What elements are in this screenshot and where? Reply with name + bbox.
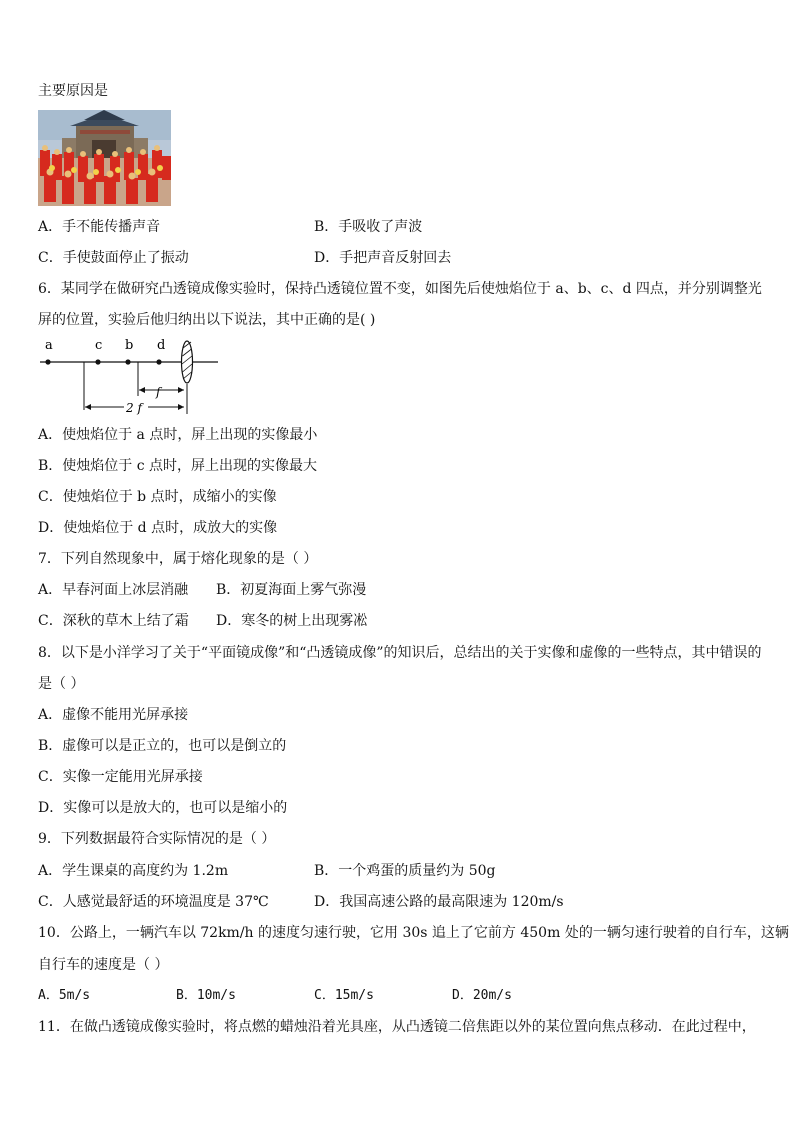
q6-option-a: A．使烛焰位于 a 点时，屏上出现的实像最小	[38, 427, 318, 443]
q6-option-c: C．使烛焰位于 b 点时，成缩小的实像	[38, 489, 277, 505]
point-c	[95, 359, 100, 364]
q9-option-d: D．我国高速公路的最高限速为 120m/s	[314, 894, 564, 910]
q7-option-a: A．早春河面上冰层消融	[38, 582, 189, 598]
q8-option-c: C．实像一定能用光屏承接	[38, 769, 203, 785]
q6-option-d: D．使烛焰位于 d 点时，成放大的实像	[38, 520, 278, 536]
point-d	[156, 359, 161, 364]
q8-stem-line2: 是（ ）	[38, 676, 85, 692]
q5-option-b: B．手吸收了声波	[314, 219, 423, 235]
q9-stem: 9．下列数据最符合实际情况的是（ ）	[38, 831, 276, 847]
q9-option-a: A．学生课桌的高度约为 1.2m	[38, 863, 229, 879]
point-b	[125, 359, 130, 364]
q8-option-a: A．虚像不能用光屏承接	[38, 707, 189, 723]
point-label-a: a	[45, 338, 53, 353]
q5-option-a: A．手不能传播声音	[38, 219, 161, 235]
q7-option-c: C．深秋的草木上结了霜	[38, 613, 189, 629]
q5-option-c: C．手使鼓面停止了振动	[38, 250, 189, 266]
convex-lens	[182, 341, 193, 383]
q10-stem-line1: 10．公路上，一辆汽车以 72km/h 的速度匀速行驶，它用 30s 追上了它前方 450m 处的一辆匀速行驶着的自行车，这辆	[38, 925, 789, 941]
q11-stem-line1: 11．在做凸透镜成像实验时，将点燃的蜡烛沿着光具座，从凸透镜二倍焦距以外的某位置向焦点移动．在此过程中，	[38, 1019, 756, 1035]
q10-stem-line2: 自行车的速度是（ ）	[38, 957, 169, 973]
drum-performance-photo	[38, 110, 171, 206]
q7-option-d: D．寒冬的树上出现雾凇	[216, 613, 368, 629]
q8-option-d: D．实像可以是放大的，也可以是缩小的	[38, 800, 288, 816]
point-label-c: c	[95, 338, 103, 353]
q6-option-b: B．使烛焰位于 c 点时，屏上出现的实像最大	[38, 458, 318, 474]
q5-option-d: D．手把声音反射回去	[314, 250, 452, 266]
q5-stem-tail: 主要原因是	[38, 83, 108, 99]
q9-option-b: B．一个鸡蛋的质量约为 50g	[314, 863, 496, 879]
point-label-d: d	[157, 338, 166, 353]
q8-option-b: B．虚像可以是正立的，也可以是倒立的	[38, 738, 287, 754]
q7-option-b: B．初夏海面上雾气弥漫	[216, 582, 367, 598]
focal-length-label: f	[156, 385, 161, 399]
q10-option-d: D．20m/s	[452, 988, 512, 1003]
q6-stem-line2: 屏的位置，实验后他归纳出以下说法，其中正确的是( )	[38, 312, 376, 328]
convex-lens-diagram	[38, 334, 223, 420]
point-label-b: b	[125, 338, 134, 353]
q6-stem-line1: 6．某同学在做研究凸透镜成像实验时，保持凸透镜位置不变，如图先后使烛焰位于 a、b、c、d 四点，并分别调整光	[38, 281, 762, 297]
q7-stem: 7．下列自然现象中，属于熔化现象的是（ ）	[38, 551, 318, 567]
q8-stem-line1: 8．以下是小洋学习了关于“平面镜成像”和“凸透镜成像”的知识后，总结出的关于实像和虚像的一些特点，其中错误的	[38, 645, 762, 661]
q10-option-b: B．10m/s	[176, 988, 236, 1003]
two-focal-length-label: 2 f	[126, 401, 142, 415]
q10-option-a: A．5m/s	[38, 988, 91, 1003]
q9-option-c: C．人感觉最舒适的环境温度是 37℃	[38, 894, 269, 910]
point-a	[45, 359, 50, 364]
q10-option-c: C．15m/s	[314, 988, 374, 1003]
